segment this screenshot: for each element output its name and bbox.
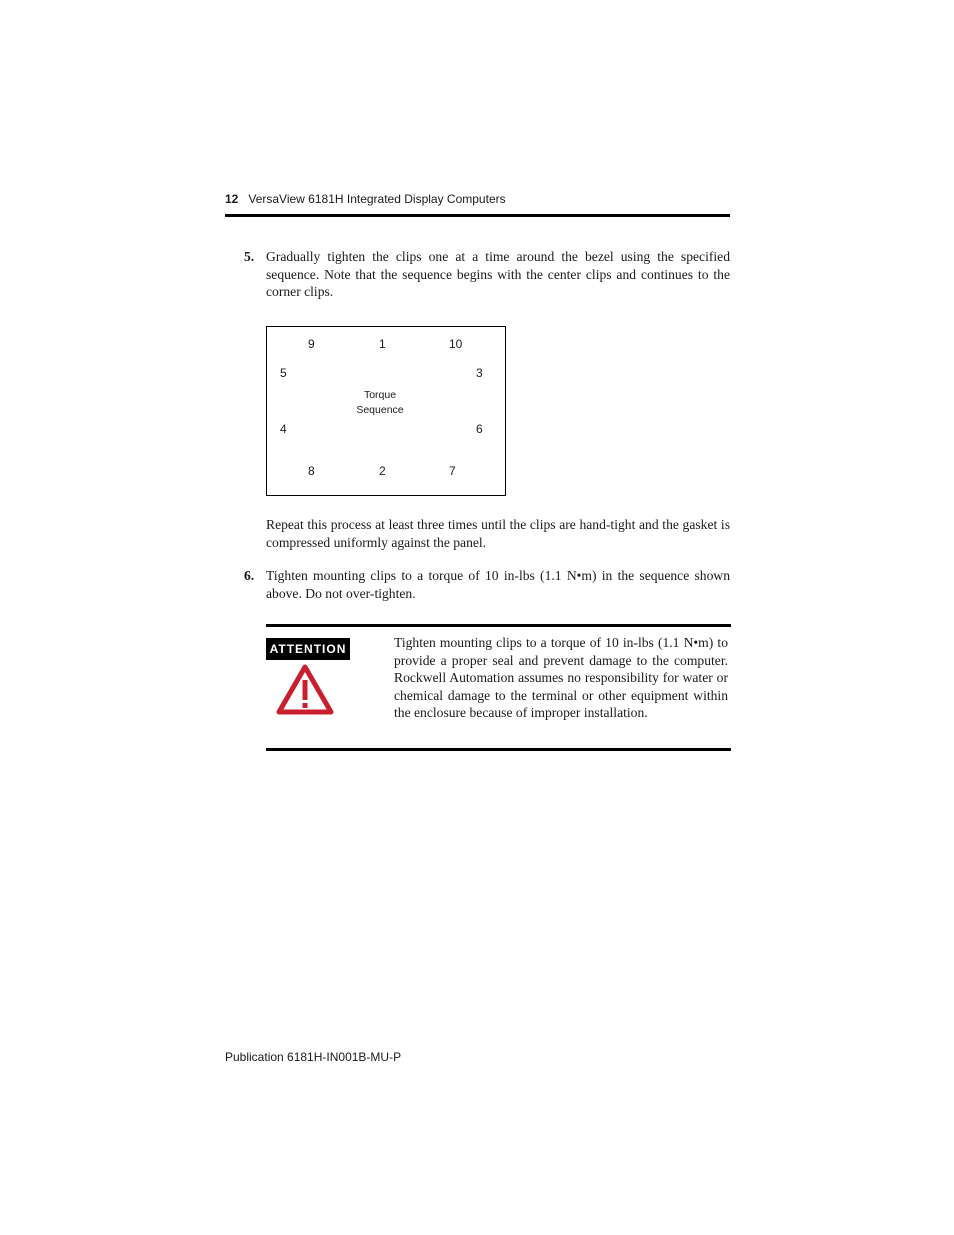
- clip-label: 1: [379, 337, 386, 351]
- step-text: Gradually tighten the clips one at a time around the bezel using the specified sequence. Note that the sequence begins with the center clips and continues to the corner clips.: [266, 249, 730, 299]
- clip-label: 3: [476, 366, 483, 380]
- clip-label: 10: [449, 337, 463, 351]
- clip-label: 6: [476, 422, 483, 436]
- clip-label: 9: [308, 337, 315, 351]
- repeat-paragraph: Repeat this process at least three times until the clips are hand-tight and the gasket is compressed uniformly against the panel.: [266, 517, 730, 550]
- clip-label: 2: [379, 464, 386, 478]
- clip-label: 7: [449, 464, 456, 478]
- attention-top-rule: [266, 624, 731, 627]
- attention-bottom-rule: [266, 748, 731, 751]
- torque-sequence-diagram: [266, 326, 506, 496]
- diagram-center-label: [337, 388, 423, 418]
- clip-label: 5: [280, 366, 287, 380]
- header-title: VersaView 6181H Integrated Display Computers: [248, 192, 506, 206]
- center-line: Sequence: [356, 404, 404, 416]
- attention-text: Tighten mounting clips to a torque of 10 in-lbs (1.1 N•m) to provide a proper seal and prevent damage to the computer. Rockwell Automation assumes no responsibility for water or chemical damage to the terminal or other equipment within the enclosure because of improper installation.: [394, 635, 728, 720]
- publication-footer: Publication 6181H-IN001B-MU-P: [225, 1050, 402, 1064]
- step-number: 5.: [244, 249, 255, 264]
- attention-label: ATTENTION: [266, 638, 350, 660]
- clip-label: 4: [280, 422, 287, 436]
- header-rule: [225, 214, 730, 217]
- page-number: 12: [225, 192, 239, 206]
- warning-triangle-icon: [276, 664, 334, 721]
- step-number: 6.: [244, 568, 255, 583]
- running-header: [225, 192, 506, 206]
- step-text: Tighten mounting clips to a torque of 10 in-lbs (1.1 N•m) in the sequence shown above. Do not over-tighten.: [266, 568, 730, 601]
- center-line: Torque: [363, 389, 397, 401]
- clip-label: 8: [308, 464, 315, 478]
